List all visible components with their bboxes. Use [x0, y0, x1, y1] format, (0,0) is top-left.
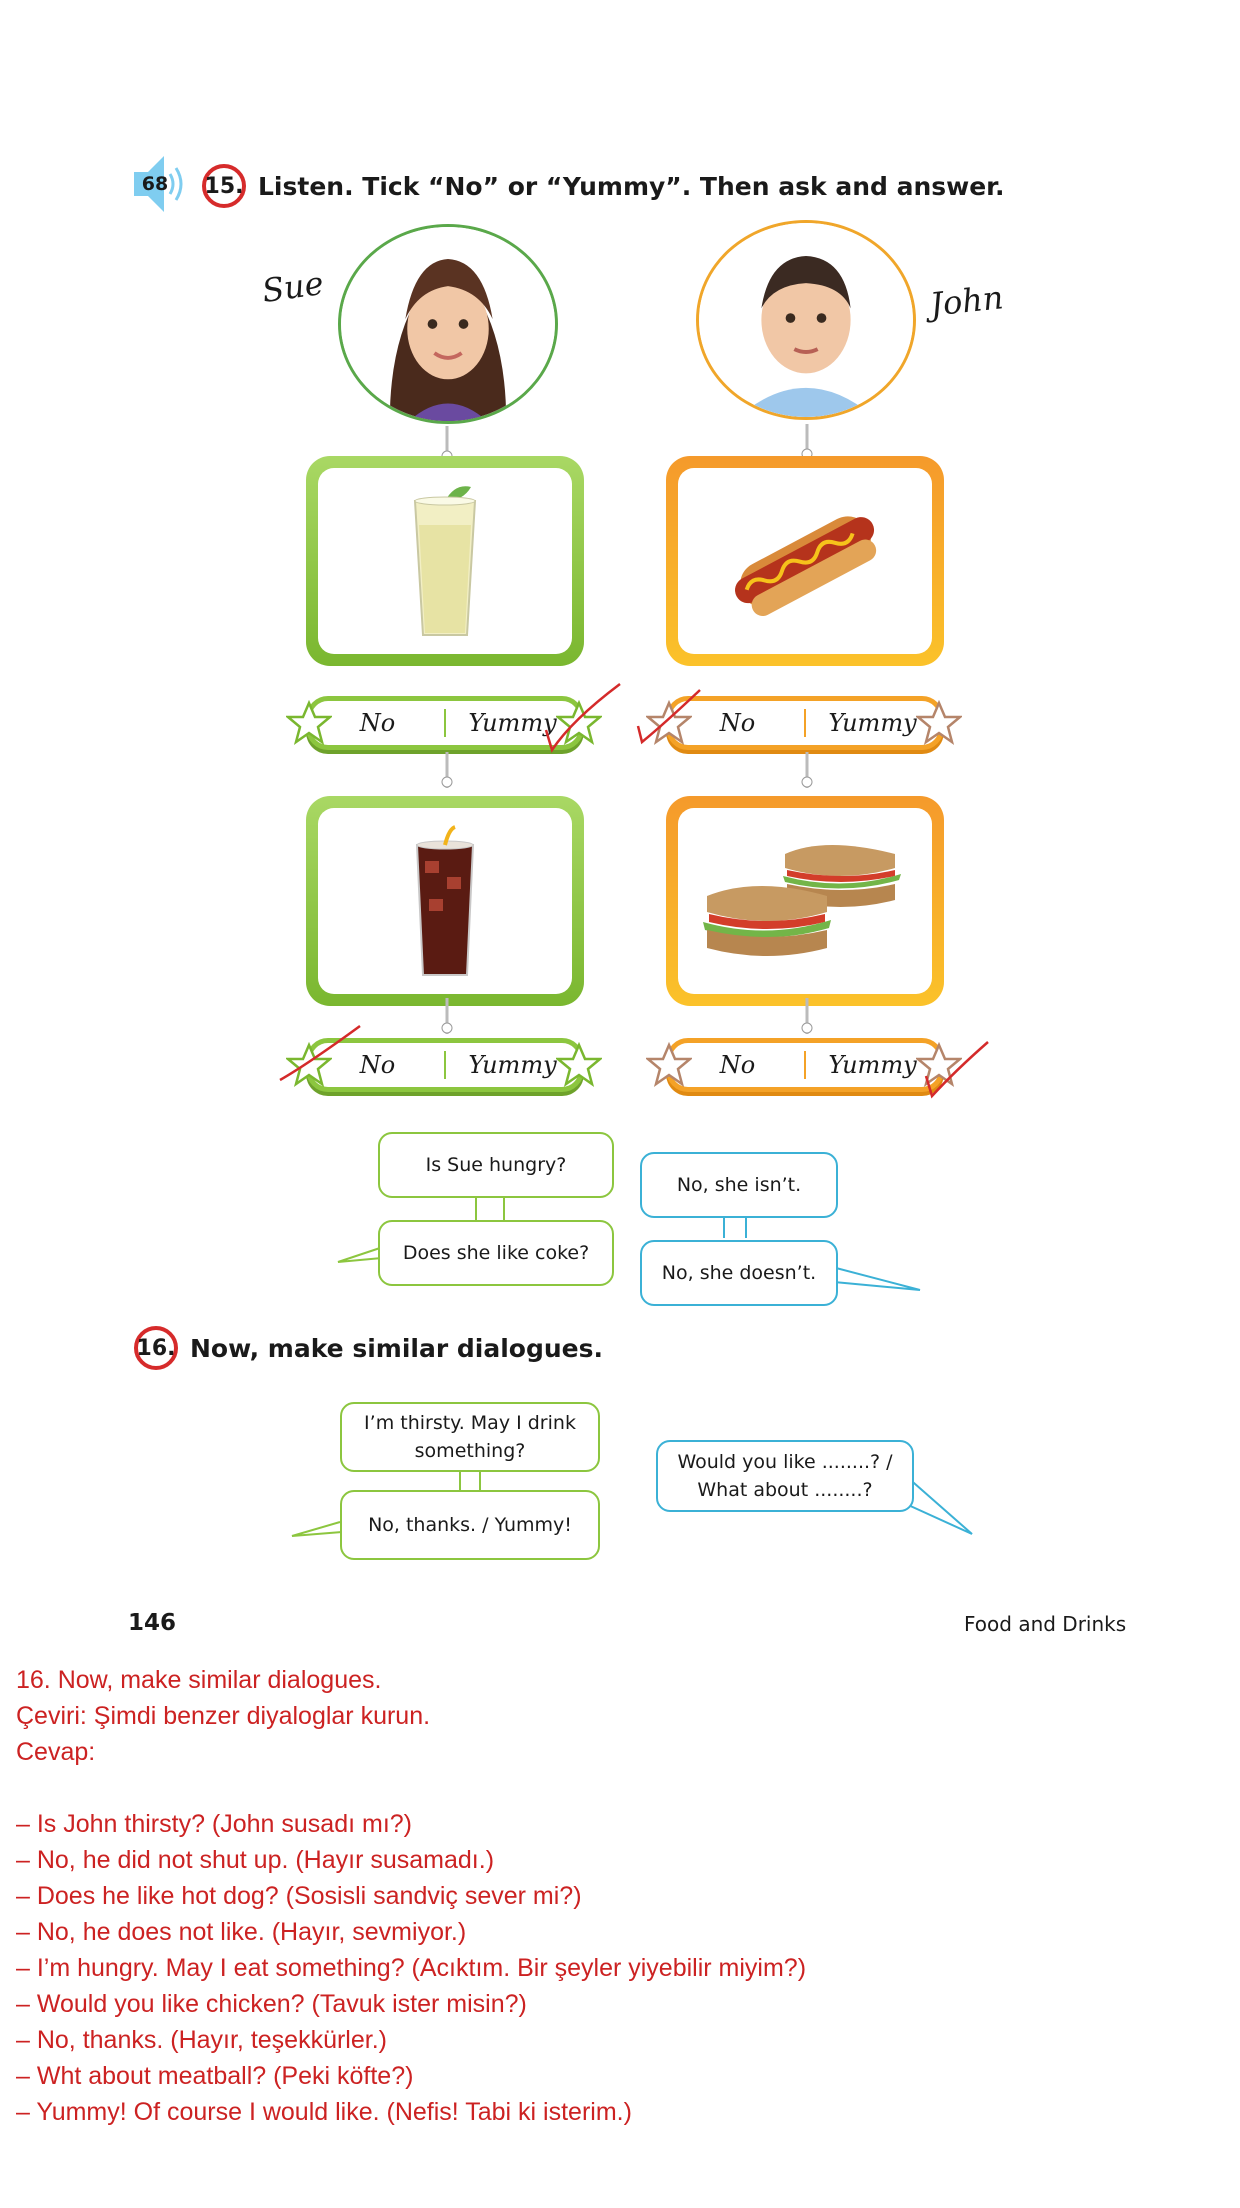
star-icon [286, 700, 332, 746]
person-name-sue: Sue [259, 263, 326, 311]
coke-glass-image [395, 821, 495, 981]
answer-line: – No, he does not like. (Hayır, sevmiyor.) [16, 1918, 467, 1946]
dialogue-prompt-3: Would you like ........? / What about ........? [656, 1440, 914, 1512]
page-number: 146 [128, 1610, 177, 1636]
star-icon [646, 700, 692, 746]
dialogue-answer-1: No, she isn’t. [640, 1152, 838, 1218]
answer-line: – Is John thirsty? (John susadı mı?) [16, 1810, 413, 1838]
dialogue-question-1: Is Sue hungry? [378, 1132, 614, 1198]
answer-line: – Wht about meatball? (Peki köfte?) [16, 2062, 414, 2090]
star-icon [916, 700, 962, 746]
star-icon [286, 1042, 332, 1088]
answer-line [16, 1770, 1216, 1806]
answer-line: – I’m hungry. May I eat something? (Acıktım. Bir şeyler yiyebilir miyim?) [16, 1954, 807, 1982]
tick-option-no[interactable]: No [311, 709, 446, 737]
answer-key [16, 1662, 1216, 2130]
person-name-john: John [928, 278, 1006, 324]
tick-option-yummy[interactable]: Yummy [468, 1051, 557, 1079]
hot-dog-image [720, 491, 890, 631]
food-card-lemonade [306, 456, 584, 666]
answer-line: 16. Now, make similar dialogues. [16, 1666, 382, 1694]
food-card-coke [306, 796, 584, 1006]
exercise-number-badge: 16. [134, 1326, 178, 1370]
portrait-sue [338, 224, 558, 424]
dialogue-question-2: Does she like coke? [378, 1220, 614, 1286]
lemonade-glass-image [395, 481, 495, 641]
star-icon [556, 700, 602, 746]
answer-line: – Would you like chicken? (Tavuk ister misin?) [16, 1990, 527, 2018]
unit-title: Food and Drinks [964, 1612, 1127, 1636]
connector [441, 998, 453, 1034]
tick-option-yummy[interactable]: Yummy [828, 709, 917, 737]
answer-line: – No, thanks. (Hayır, teşekkürler.) [16, 2026, 387, 2054]
tick-bar-sandwich [666, 1038, 944, 1092]
connector [801, 424, 813, 460]
exercise-title: Listen. Tick “No” or “Yummy”. Then ask and answer. [258, 172, 1005, 201]
star-icon [646, 1042, 692, 1088]
tick-bar-coke [306, 1038, 584, 1092]
tick-bar-hot-dog [666, 696, 944, 750]
sandwich-image [695, 826, 915, 976]
connector [801, 752, 813, 788]
tick-option-yummy[interactable]: Yummy [828, 1051, 917, 1079]
tick-option-no[interactable]: No [671, 709, 806, 737]
connector [801, 998, 813, 1034]
food-card-sandwich [666, 796, 944, 1006]
star-icon [556, 1042, 602, 1088]
dialogue-answer-2: No, she doesn’t. [640, 1240, 838, 1306]
answer-line: – No, he did not shut up. (Hayır susamadı.) [16, 1846, 495, 1874]
answer-line: Cevap: [16, 1738, 96, 1766]
dialogue-prompt-1: I’m thirsty. May I drink something? [340, 1402, 600, 1472]
tick-option-no[interactable]: No [671, 1051, 806, 1079]
connector [441, 752, 453, 788]
tick-option-yummy[interactable]: Yummy [468, 709, 557, 737]
track-number: 68 [141, 173, 169, 195]
portrait-john [696, 220, 916, 420]
dialogue-prompt-2: No, thanks. / Yummy! [340, 1490, 600, 1560]
tick-option-no[interactable]: No [311, 1051, 446, 1079]
exercise-number-badge: 15. [202, 164, 246, 208]
star-icon [916, 1042, 962, 1088]
answer-line: – Yummy! Of course I would like. (Nefis! Tabi ki isterim.) [16, 2098, 632, 2126]
tick-bar-lemonade [306, 696, 584, 750]
food-card-hot-dog [666, 456, 944, 666]
exercise-title: Now, make similar dialogues. [190, 1334, 603, 1363]
answer-line: Çeviri: Şimdi benzer diyaloglar kurun. [16, 1702, 431, 1730]
answer-line: – Does he like hot dog? (Sosisli sandviç sever mi?) [16, 1882, 582, 1910]
